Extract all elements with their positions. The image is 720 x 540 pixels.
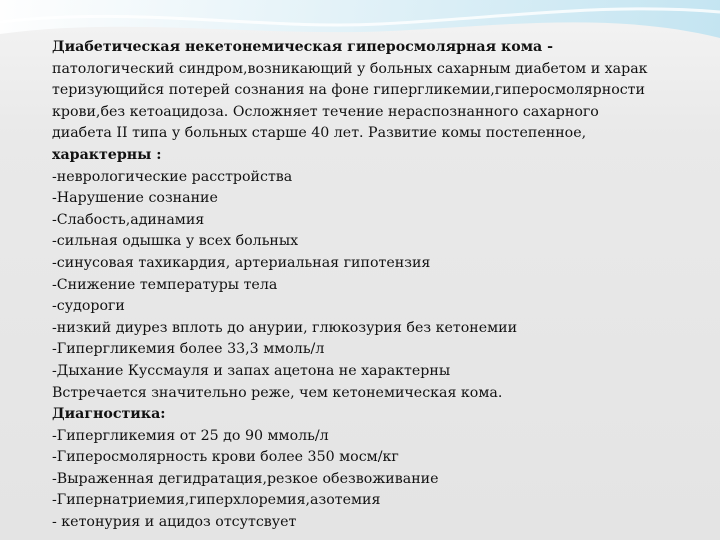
text-line: патологический синдром,возникающий у больных сахарным диабетом и харак [52,60,648,77]
text-line: -Нарушение сознание [52,190,218,207]
text-line: -Гипернатриемия,гиперхлоремия,азотемия [52,492,381,509]
text-line: -Снижение температуры тела [52,276,278,293]
text-line: крови,без кетоацидоза. Осложняет течение нераспознанного сахарного [52,103,599,120]
text-line: -Гипергликемия от 25 до 90 ммоль/л [52,427,329,444]
text-line: диабета II типа у больных старше 40 лет. Развитие комы постепенное, [52,125,587,142]
text-line: -Гиперосмолярность крови более 350 мосм/кг [52,449,399,466]
heading-line: характерны : [52,146,162,163]
text-line: -сильная одышка у всех больных [52,233,299,250]
text-line: -судороги [52,298,125,315]
text-line: -Выраженная дегидратация,резкое обезвоживание [52,470,439,487]
text-line: Встречается значительно реже, чем кетонемическая кома. [52,384,503,401]
text-line: -Гипергликемия более 33,3 ммоль/л [52,341,325,358]
document-body [52,37,716,534]
text-line: - кетонурия и ацидоз отсутсвует [52,514,297,531]
text-line: теризующийся потерей сознания на фоне гипергликемии,гиперосмолярности [52,82,645,99]
heading-line: Диагностика: [52,406,166,423]
heading-line: Диабетическая некетонемическая гиперосмолярная кома - [52,39,554,55]
text-line: -Дыхание Куссмауля и запах ацетона не характерны [52,362,451,379]
text-line: -неврологические расстройства [52,168,293,185]
text-line: -синусовая тахикардия, артериальная гипотензия [52,254,431,271]
text-line: -низкий диурез вплоть до анурии, глюкозурия без кетонемии [52,319,518,336]
text-line: -Слабость,адинамия [52,211,205,228]
